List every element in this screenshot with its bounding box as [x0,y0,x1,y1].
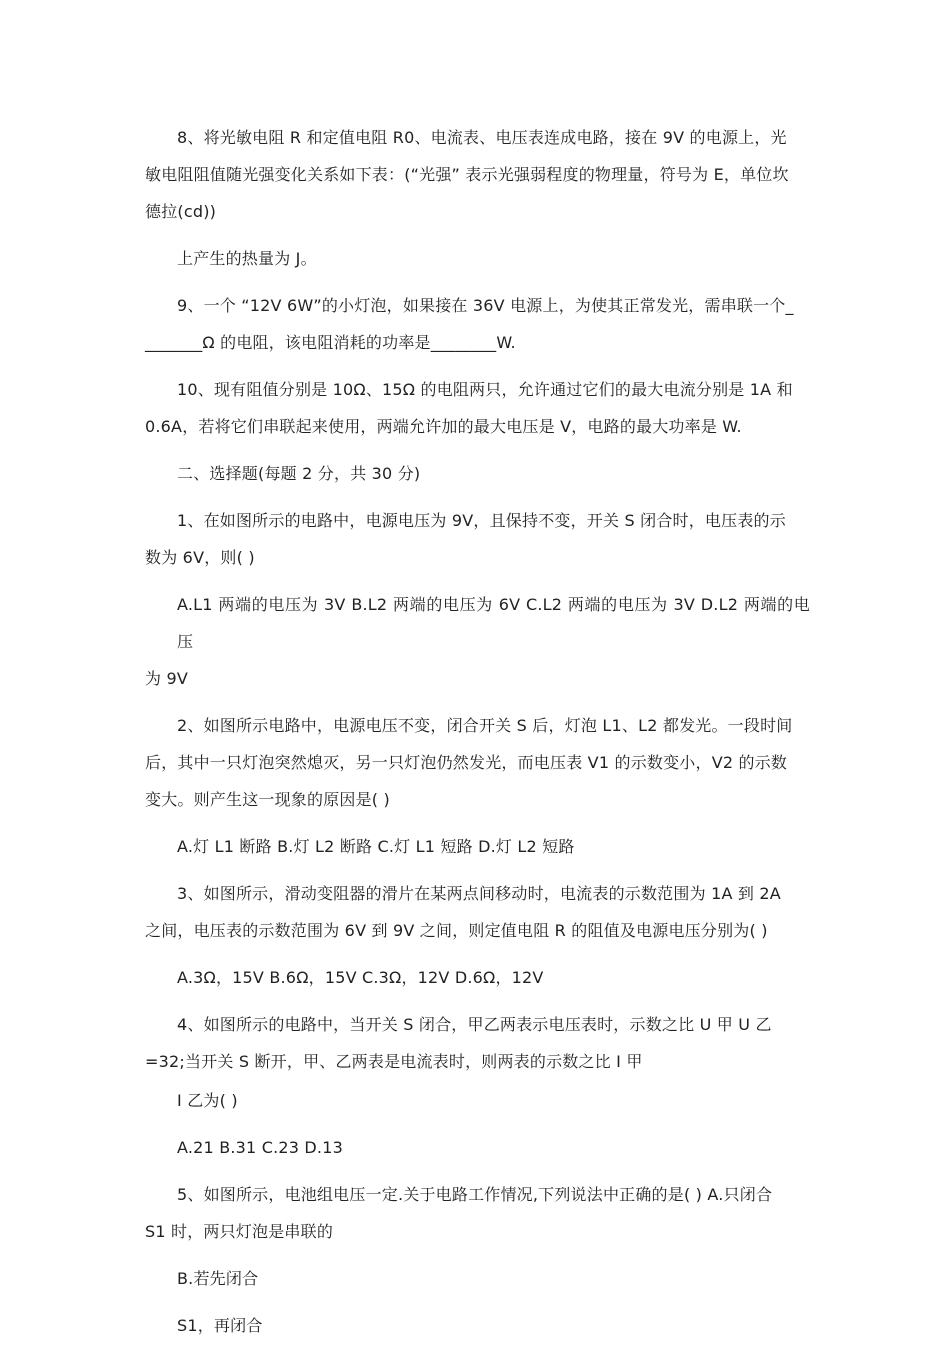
question-9-paragraph [145,287,810,361]
text-line: 3、如图所示，滑动变阻器的滑片在某两点间移动时，电流表的示数范围为 1A 到 2A [177,884,781,903]
question-8-paragraph [145,119,810,230]
text-line: 8、将光敏电阻 R 和定值电阻 R0、电流表、电压表连成电路，接在 9V 的电源上，光 [177,128,787,147]
choice-question-5 [145,1176,810,1250]
text-line: I 乙为( ) [177,1091,238,1110]
heat-fragment-paragraph [145,240,810,277]
text-line: 后，其中一只灯泡突然熄灭，另一只灯泡仍然发光，而电压表 V1 的示数变小，V2 的示数 [145,753,788,772]
choice-question-4-continuation [145,1082,810,1119]
choice-question-1 [145,502,810,576]
text-line: 5、如图所示，电池组电压一定.关于电路工作情况,下列说法中正确的是( ) A.只闭合 [177,1185,773,1204]
text-line: 9、一个 “12V 6W”的小灯泡，如果接在 36V 电源上，为使其正常发光，需串联一个_ [177,296,794,315]
text-line: 上产生的热量为 J。 [177,249,317,268]
choice-question-4-options [145,1129,810,1166]
text-line: A.21 B.31 C.23 D.13 [177,1138,343,1157]
choice-question-1-options [145,586,810,697]
text-line: 数为 6V，则( ) [145,548,255,567]
choice-question-5-option-b [145,1260,810,1297]
section-heading [145,455,810,492]
text-line: 变大。则产生这一现象的原因是( ) [145,790,390,809]
choice-question-3-options [145,959,810,996]
text-line: 为 9V [145,669,189,688]
text-line: 0.6A，若将它们串联起来使用，两端允许加的最大电压是 V，电路的最大功率是 W. [145,417,742,436]
text-line: 10、现有阻值分别是 10Ω、15Ω 的电阻两只，允许通过它们的最大电流分别是 1A 和 [177,380,793,399]
choice-question-4 [145,1006,810,1080]
choice-question-2-options [145,828,810,865]
text-line: A.灯 L1 断路 B.灯 L2 断路 C.灯 L1 短路 D.灯 L2 短路 [177,837,575,856]
choice-question-3 [145,875,810,949]
text-line: 之间，电压表的示数范围为 6V 到 9V 之间，则定值电阻 R 的阻值及电源电压分别为( ) [145,921,768,940]
document-body [145,119,810,1354]
text-line: =32;当开关 S 断开，甲、乙两表是电流表时，则两表的示数之比 I 甲 [145,1052,643,1071]
text-line: 4、如图所示的电路中，当开关 S 闭合，甲乙两表示电压表时，示数之比 U 甲 U 乙 [177,1015,772,1034]
text-line: A.L1 两端的电压为 3V B.L2 两端的电压为 6V C.L2 两端的电压为 3V D.L2 两端的电压 [177,595,810,651]
text-line: _______Ω 的电阻，该电阻消耗的功率是________W. [145,333,516,352]
text-line: B.若先闭合 [177,1269,259,1288]
text-line: S1 时，两只灯泡是串联的 [145,1222,334,1241]
choice-question-2 [145,707,810,818]
text-line: 1、在如图所示的电路中，电源电压为 9V，且保持不变，开关 S 闭合时，电压表的示 [177,511,786,530]
text-line: 二、选择题(每题 2 分，共 30 分) [177,464,421,483]
text-line: 敏电阻阻值随光强变化关系如下表：(“光强” 表示光强弱程度的物理量，符号为 E，单位坎 [145,165,789,184]
text-line: A.3Ω，15V B.6Ω，15V C.3Ω，12V D.6Ω，12V [177,968,544,987]
text-line: 德拉(cd)) [145,202,217,221]
question-10-paragraph [145,371,810,445]
text-line: 2、如图所示电路中，电源电压不变，闭合开关 S 后，灯泡 L1、L2 都发光。一段时间 [177,716,793,735]
text-line: S1，再闭合 [177,1316,263,1335]
choice-question-5-option-b-continuation [145,1307,810,1344]
